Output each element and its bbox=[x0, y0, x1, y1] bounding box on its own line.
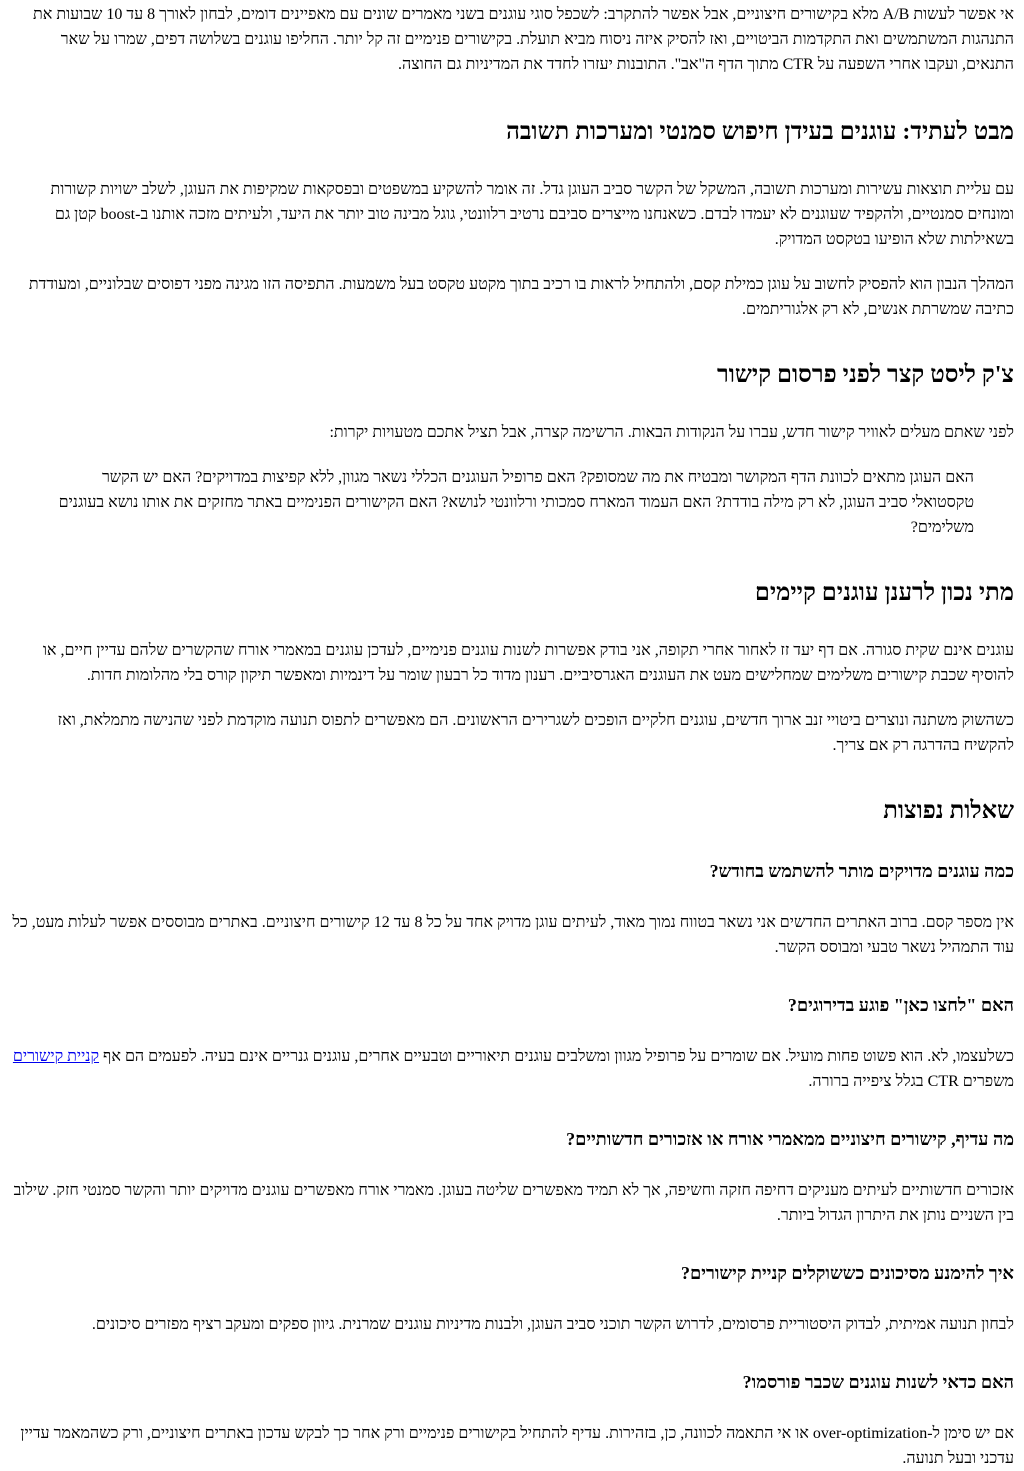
faq-answer-5: אם יש סימן ל-over-optimization או אי התאמה לכוונה, כן, בזהירות. עדיף להתחיל בקישורים פנימיים ורק אחר כך לבקש עדכון באתרים חיצוניים, ורק כשהמאמר עדיין עדכני ובעל תנועה. bbox=[20, 1425, 1014, 1467]
faq-question-2: האם "לחצו כאן" פוגע בדירוגים? bbox=[787, 995, 1014, 1015]
faq-question-4: איך להימנע מסיכונים כששוקלים קניית קישורים? bbox=[681, 1263, 1014, 1283]
faq-answer-2-before: כשלעצמו, לא. הוא פשוט פחות מועיל. אם שומרים על פרופיל מגוון ומשלבים עוגנים תיאוריים וטבעיים אחרים, עוגנים גנריים אינם בעיה. לפעמים הם אף bbox=[99, 1048, 1014, 1065]
link-buy-links[interactable]: קניית קישורים bbox=[12, 1048, 100, 1065]
checklist-quote: האם העוגן מתאים לכוונת הדף המקושר ומבטיח את מה שמסופק? האם פרופיל העוגנים הכללי נשאר מגוון, ללא קפיצות במדויקים? האם יש הקשר טקסטואלי סביב העוגן, לא רק מילה בודדת? האם העמוד המארח סמכותי ורלוונטי לנושא? האם הקישורים הפנימיים באתר מחזקים את אותו נושא בעוגנים משלימים? bbox=[58, 469, 974, 536]
faq-question-5: האם כדאי לשנות עוגנים שכבר פורסמו? bbox=[742, 1372, 1014, 1392]
checklist-intro: לפני שאתם מעלים לאוויר קישור חדש, עברו על הנקודות הבאות. הרשימה קצרה, אבל תציל אתכם מטעויות יקרות: bbox=[329, 424, 1014, 441]
faq-question-3: מה עדיף, קישורים חיצוניים ממאמרי אורח או אזכורים חדשותיים? bbox=[566, 1129, 1014, 1149]
intro-paragraph: אי אפשר לעשות A/B מלא בקישורים חיצוניים, אבל אפשר להתקרב: לשכפל סוגי עוגנים בשני מאמרים שונים עם מאפיינים דומים, לבחון לאורך 8 עד 10 שבועות את התנהגות המשתמשים ואת התקדמות הביטויים, ואז להסיק איזה ניסוח מביא תועלת. בקישורים פנימיים זה קל יותר. החליפו עוגנים בשלושה דפים, שמרו על שאר התנאים, ועקבו אחרי השפעה על CTR מתוך הדף ה"אב". התובנות יעזרו לחדד את המדיניות גם החוצה. bbox=[32, 6, 1014, 73]
faq-answer-2-after: משפרים CTR בגלל ציפייה ברורה. bbox=[808, 1073, 1014, 1090]
refresh-paragraph-1: עוגנים אינם שקית סגורה. אם דף יעד זז לאחור אחרי תקופה, אני בודק אפשרות לשנות עוגנים פנימיים, לעדכן עוגנים במאמרי אורח שהקשרים שלהם עדיין חיים, או להוסיף שכבת קישורים משלימים שמחלישים מעט את העוגנים האגרסיביים. רענון מדוד כל רבעון שומר על דינמיות ומאפשר תיקון קורס בלי מהלומות חדות. bbox=[42, 642, 1014, 684]
heading-checklist: צ'ק ליסט קצר לפני פרסום קישור bbox=[716, 362, 1014, 388]
heading-future: מבט לעתיד: עוגנים בעידן חיפוש סמנטי ומערכות תשובה bbox=[506, 119, 1014, 145]
faq-answer-2 bbox=[12, 1044, 1014, 1094]
future-paragraph-2: המהלך הנבון הוא להפסיק לחשוב על עוגן כמילת קסם, ולהתחיל לראות בו רכיב בתוך מקטע טקסט בעל משמעות. התפיסה הזו מגינה מפני דפוסים שבלוניים, ומעודדת כתיבה שמשרתת אנשים, לא רק אלגוריתמים. bbox=[28, 276, 1014, 318]
refresh-paragraph-2: כשהשוק משתנה ונוצרים ביטויי זנב ארוך חדשים, עוגנים חלקיים הופכים לשגרירים הראשונים. הם מאפשרים לתפוס תנועה מוקדמת לפני שהנישה מתמלאת, ואז להקשיח בהדרגה רק אם צריך. bbox=[57, 712, 1014, 754]
faq-question-1: כמה עוגנים מדויקים מותר להשתמש בחודש? bbox=[709, 861, 1014, 881]
faq-answer-3: אזכורים חדשותיים לעיתים מעניקים דחיפה חזקה וחשיפה, אך לא תמיד מאפשרים שליטה בעוגן. מאמרי אורח מאפשרים עוגנים מדויקים יותר והקשר סמנטי חזק. שילוב בין השניים נותן את היתרון הגדול ביותר. bbox=[13, 1182, 1014, 1224]
heading-refresh: מתי נכון לרענן עוגנים קיימים bbox=[754, 580, 1014, 606]
faq-answer-1: אין מספר קסם. ברוב האתרים החדשים אני נשאר בטווח נמוך מאוד, לעיתים עוגן מדויק אחד על כל 8 עד 12 קישורים חיצוניים. באתרים מבוססים אפשר לעלות מעט, כל עוד התמהיל נשאר טבעי ומבוסס הקשר. bbox=[12, 914, 1014, 956]
future-paragraph-1: עם עליית תוצאות עשירות ומערכות תשובה, המשקל של הקשר סביב העוגן גדל. זה אומר להשקיע במשפטים ובפסקאות שמקיפות את העוגן, לשלב ישויות קשורות ומונחים סמנטיים, ולהקפיד שעוגנים לא יעמדו לבדם. כשאנחנו מייצרים סביבם נרטיב רלוונטי, גוגל מבינה טוב יותר את היעד, ולעיתים מזכה אותנו ב-boost קטן גם בשאילתות שלא הופיעו בטקסט המדויק. bbox=[50, 181, 1014, 248]
faq-answer-4: לבחון תנועה אמיתית, לבדוק היסטוריית פרסומים, לדרוש הקשר תוכני סביב העוגן, ולבנות מדיניות עוגנים שמרנית. גיוון ספקים ומעקב רציף מפזרים סיכונים. bbox=[91, 1316, 1014, 1333]
heading-faq: שאלות נפוצות bbox=[883, 798, 1014, 824]
